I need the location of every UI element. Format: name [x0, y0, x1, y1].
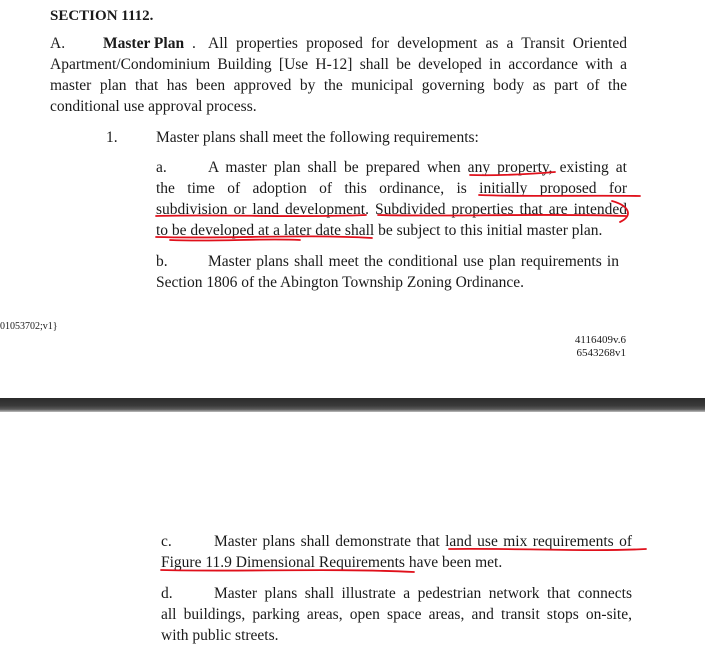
item-c-line-2: Figure 11.9 Dimensional Requirements have been met. [161, 554, 503, 571]
item-d-label: d. [161, 585, 173, 602]
item-a-line-3: master plan that has been approved by the municipal governing body as part of the [50, 77, 627, 94]
item-a-title-dot: . [192, 35, 196, 52]
item-a-line-4: conditional use approval process. [50, 98, 257, 115]
footer-doc-id-right-2: 6543268v1 [576, 347, 626, 359]
item-1b-line-1: Master plans shall meet the conditional use plan requirements in [208, 253, 619, 270]
page-break-divider [0, 398, 705, 412]
footer-doc-id-right-1: 4116409v.6 [574, 334, 626, 346]
item-a-line-2: Apartment/Condominium Building [Use H-12] shall be developed in accordance with a [50, 56, 627, 73]
item-1a-line-3: subdivision or land development. Subdivided properties that are intended [156, 201, 627, 218]
item-1b-line-2: Section 1806 of the Abington Township Zoning Ordinance. [156, 274, 525, 291]
item-d-line-2: all buildings, parking areas, open space areas, and transit stops on-site, [161, 606, 632, 623]
item-d-line-1: Master plans shall illustrate a pedestrian network that connects [214, 585, 632, 602]
item-a-label: A. [50, 35, 66, 52]
item-c-label: c. [161, 533, 172, 550]
item-1a-line-4: to be developed at a later date shall be subject to this initial master plan. [156, 222, 603, 239]
item-1a-line-1: A master plan shall be prepared when any property, existing at [208, 159, 627, 176]
item-1a-label: a. [156, 159, 167, 176]
item-1a-line-2: the time of adoption of this ordinance, is initially proposed for [156, 180, 627, 197]
item-1-label: 1. [106, 129, 118, 146]
item-1b-label: b. [156, 253, 168, 270]
item-a-line-1: All properties proposed for development as a Transit Oriented [208, 35, 627, 52]
item-1-text: Master plans shall meet the following requirements: [156, 129, 479, 146]
footer-doc-id-left: 01053702;v1} [0, 321, 58, 332]
item-c-line-1: Master plans shall demonstrate that land use mix requirements of [214, 533, 632, 550]
section-heading: SECTION 1112. [50, 8, 154, 24]
item-a-title: Master Plan [103, 35, 185, 52]
item-d-line-3: with public streets. [161, 627, 279, 644]
